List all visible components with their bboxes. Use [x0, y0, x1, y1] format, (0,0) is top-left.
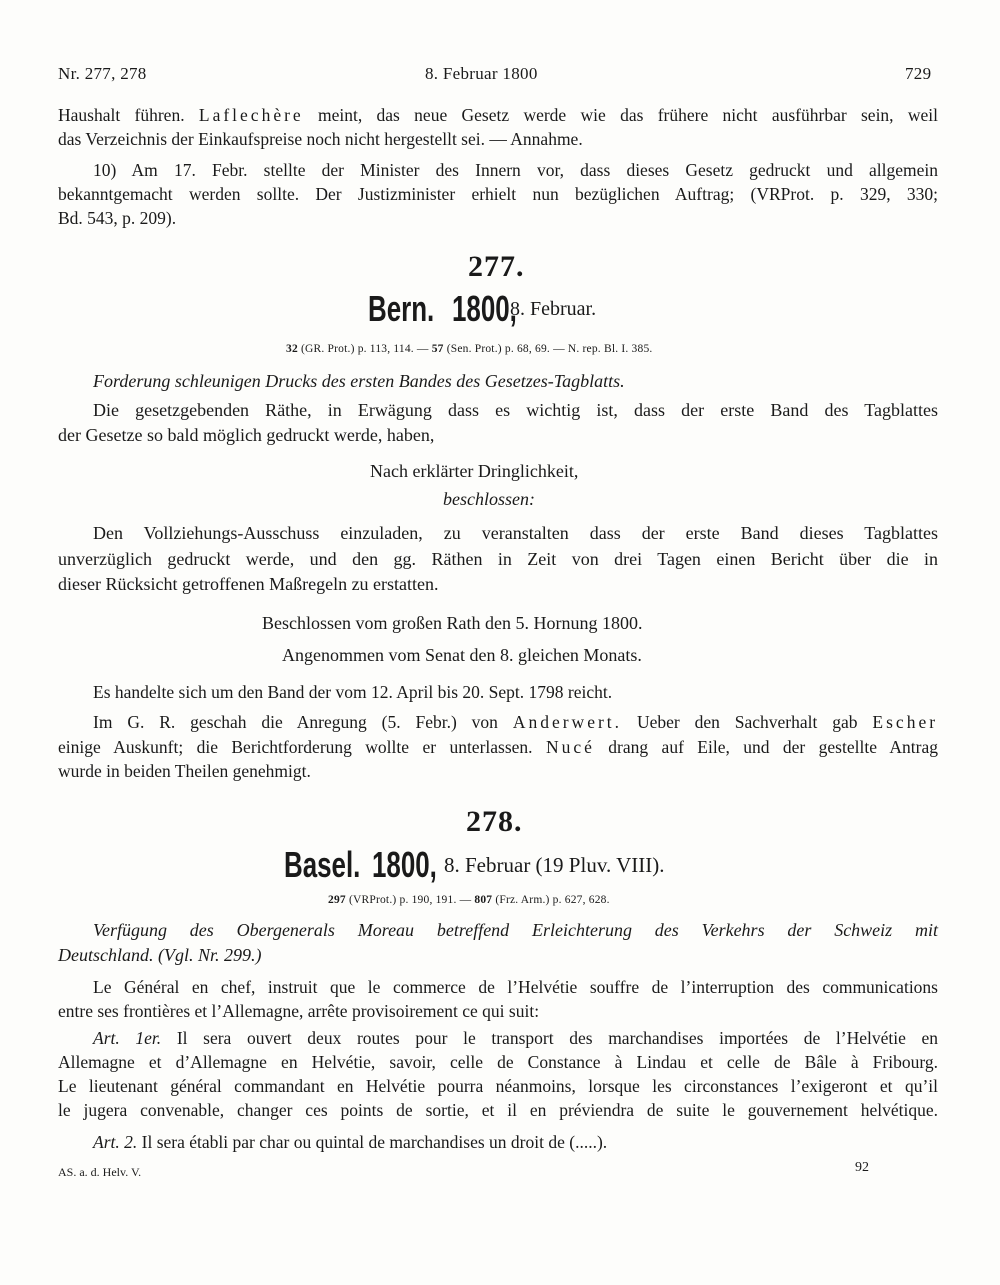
doc277-p2-line3: dieser Rücksicht getroffenen Maßregeln zu erstatten.	[58, 574, 439, 594]
doc277-urgency: Nach erklärter Dringlichkeit,	[370, 461, 579, 481]
doc277-source-references	[286, 343, 652, 355]
doc277-year: 1800,	[452, 288, 517, 329]
note-text: einige Auskunft; die Berichtforderung wollte er unterlassen.	[58, 737, 533, 757]
person-name: Escher	[872, 712, 939, 732]
document-number-277: 277.	[468, 250, 525, 283]
doc278-p1-line2: entre ses frontières et l’Allemagne, arrête provisoirement ce qui suit:	[58, 1001, 540, 1021]
intro-p2-line3: Bd. 543, p. 209).	[58, 208, 177, 228]
doc278-art1-line4: le jugera convenable, changer ces points de sortie, et il en préviendra de suite le gouvernement helvétique.	[58, 1100, 938, 1120]
doc277-p1-line1: Die gesetzgebenden Räthe, in Erwägung dass es wichtig ist, dass der erste Band des Tagblattes	[93, 400, 938, 420]
intro-text: Haushalt führen.	[58, 105, 185, 125]
doc277-closing-great-council: Beschlossen vom großen Rath den 5. Hornung 1800.	[262, 613, 643, 633]
running-header-date: 8. Februar 1800	[425, 64, 538, 83]
intro-p1-line2: das Verzeichnis der Einkaufspreise noch nicht hergestellt sei. — Annahme.	[58, 129, 583, 149]
person-name: Anderwert.	[512, 712, 623, 732]
ref-text: (GR. Prot.) p. 113, 114. —	[300, 343, 429, 355]
doc278-art1-line3: Le lieutenant général commandant en Helvétie pourra néanmoins, lorsque les circonstances l’exigeront et qu’il	[58, 1076, 938, 1096]
document-number-278: 278.	[466, 805, 523, 838]
ref-text: (Frz. Arm.) p. 627, 628.	[495, 894, 610, 906]
doc278-art1-line2: Allemagne et d’Allemagne en Helvétie, savoir, celle de Constance à Lindau et celle de Bâle à Fribourg.	[58, 1052, 938, 1072]
doc277-note2-line3: wurde in beiden Theilen genehmigt.	[58, 761, 311, 781]
doc278-date: 8. Februar (19 Pluv. VIII).	[444, 853, 665, 877]
doc277-p1-line2: der Gesetze so bald möglich gedruckt werde, haben,	[58, 425, 435, 445]
doc277-note2-line1	[93, 710, 938, 734]
doc277-place: Bern.	[368, 288, 435, 329]
running-header-numbers: Nr. 277, 278	[58, 64, 147, 83]
footer-signature-mark: AS. a. d. Helv. V.	[58, 1165, 142, 1179]
doc277-p2-line1: Den Vollziehungs-Ausschuss einzuladen, zu veranstalten dass der erste Band dieses Tagblattes	[93, 523, 938, 543]
doc277-date: 8. Februar.	[510, 298, 597, 320]
article-text: Il sera établi par char ou quintal de marchandises un droit de (.....).	[141, 1132, 608, 1152]
doc277-p2-line2: unverzüglich gedruckt werde, und den gg. Räthen in Zeit von drei Tagen einen Bericht über die in	[58, 549, 938, 569]
doc277-title: Forderung schleunigen Drucks des ersten Bandes des Gesetzes-Tagblatts.	[93, 371, 625, 391]
intro-p2-line1: 10) Am 17. Febr. stellte der Minister des Innern vor, dass dieses Gesetz gedruckt und allgemein	[93, 160, 938, 180]
note-text: drang auf Eile, und der gestellte Antrag	[608, 737, 939, 757]
doc278-source-references	[328, 894, 610, 906]
intro-p2-line2: bekanntgemacht werden sollte. Der Justizminister erhielt nun bezüglichen Auftrag; (VRProt. p. 329, 330;	[58, 184, 938, 204]
ref-text: (Sen. Prot.) p. 68, 69. — N. rep. Bl. I. 385.	[446, 343, 653, 355]
article-text: Il sera ouvert deux routes pour le transport des marchandises importées de l’Helvétie en	[176, 1028, 939, 1048]
footer-sheet-number: 92	[855, 1160, 869, 1175]
doc277-resolved: beschlossen:	[443, 489, 535, 509]
ref-number: 297	[328, 894, 346, 906]
person-name: Nucé	[545, 737, 595, 757]
doc278-p1-line1: Le Général en chef, instruit que le commerce de l’Helvétie souffre de l’interruption des communications	[93, 977, 938, 997]
note-text: Im G. R. geschah die Anregung (5. Febr.) von	[93, 712, 498, 732]
page-number: 729	[905, 64, 932, 83]
note-text: Ueber den Sachverhalt gab	[636, 712, 858, 732]
ref-number: 57	[431, 343, 444, 355]
doc278-place: Basel.	[284, 844, 361, 885]
article-label: Art. 1er.	[93, 1028, 162, 1048]
doc278-title-line1: Verfügung des Obergenerals Moreau betreffend Erleichterung des Verkehrs der Schweiz mit	[93, 920, 938, 940]
intro-p1-line1	[58, 103, 938, 127]
doc278-art2-line1	[93, 1130, 607, 1154]
ref-number: 807	[474, 894, 493, 906]
ref-number: 32	[286, 343, 298, 355]
ref-text: (VRProt.) p. 190, 191. —	[348, 894, 472, 906]
doc278-art1-line1	[93, 1026, 938, 1050]
doc278-title-line2: Deutschland. (Vgl. Nr. 299.)	[58, 945, 262, 965]
article-label: Art. 2.	[93, 1132, 138, 1152]
doc277-closing-senate: Angenommen vom Senat den 8. gleichen Monats.	[282, 645, 642, 665]
doc277-note2-line2	[58, 735, 938, 759]
intro-text: meint, das neue Gesetz werde wie das frühere nicht ausführbar sein, weil	[318, 105, 938, 125]
person-name: Laflechère	[198, 105, 304, 125]
doc277-note1: Es handelte sich um den Band der vom 12. April bis 20. Sept. 1798 reicht.	[93, 682, 613, 702]
doc278-year: 1800,	[372, 844, 437, 885]
